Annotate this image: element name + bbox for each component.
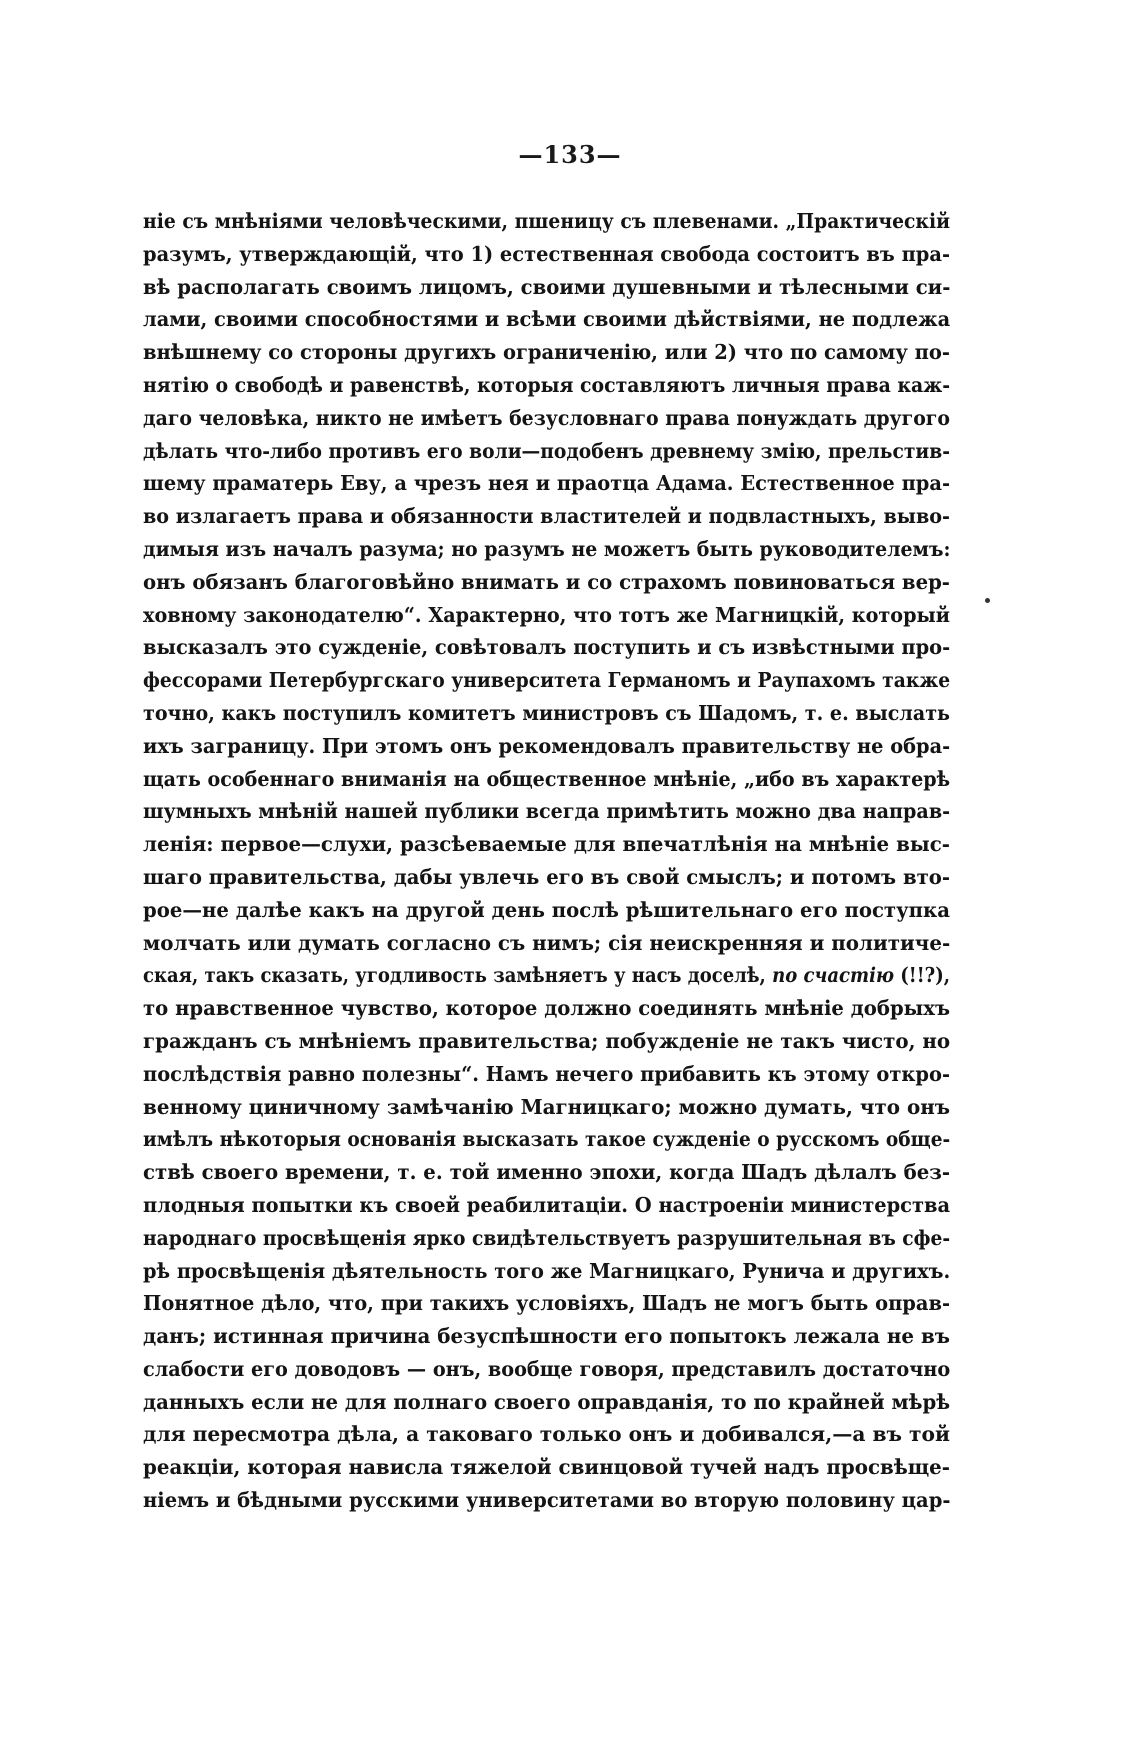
- text-run: данныхъ если не для полнаго своего оправданія, то по крайней мѣрѣ: [143, 1389, 951, 1414]
- text-line: [143, 1451, 950, 1484]
- text-line: [143, 927, 950, 960]
- text-line: [143, 992, 950, 1025]
- text-run: дѣлать что-либо противъ его воли—подобенъ древнему змію, прельстив-: [143, 438, 950, 463]
- text-line: [143, 795, 950, 828]
- text-line: [143, 697, 950, 730]
- text-line: [143, 1353, 950, 1386]
- text-line: [143, 205, 950, 238]
- text-line: [143, 664, 950, 697]
- text-line: [143, 467, 950, 500]
- text-run: ленія: первое—слухи, разсѣеваемые для впечатлѣнія на мнѣніе выс-: [143, 832, 951, 857]
- text-run: даго человѣка, никто не имѣетъ безусловнаго права понуждать другого: [143, 405, 950, 430]
- text-run: нятію о свободѣ и равенствѣ, которыя составляютъ личныя права каж-: [143, 372, 951, 397]
- text-run: ихъ заграницу. При этомъ онъ рекомендовалъ правительству не обра-: [143, 733, 951, 758]
- text-line: [143, 271, 950, 304]
- italic-text: по счастію: [772, 963, 894, 988]
- text-line: [143, 1386, 950, 1419]
- text-line: [143, 1189, 950, 1222]
- text-run: ніемъ и бѣдными русскими университетами во вторую половину цар-: [143, 1488, 951, 1513]
- text-run: данъ; истинная причина безуспѣшности его попытокъ лежала не въ: [143, 1324, 951, 1349]
- page-number: —133—: [518, 140, 622, 169]
- text-line: [143, 238, 950, 271]
- text-run: внѣшнему со стороны другихъ ограниченію, или 2) что по самому по-: [143, 340, 950, 365]
- text-line: [143, 730, 950, 763]
- text-line: [143, 533, 950, 566]
- text-line: [143, 1058, 950, 1091]
- text-line: [143, 1320, 950, 1353]
- text-run: ствѣ своего времени, т. е. той именно эпохи, когда Шадъ дѣлалъ без-: [143, 1160, 950, 1185]
- text-run: димыя изъ началъ разума; но разумъ не можетъ быть руководителемъ:: [143, 536, 951, 561]
- text-line: [143, 894, 950, 927]
- text-run: шему праматерь Еву, а чрезъ нея и праотца Адама. Естественное пра-: [143, 471, 951, 496]
- text-run: реакціи, которая нависла тяжелой свинцовой тучей надъ просвѣще-: [143, 1455, 951, 1480]
- text-run: ховному законодателю“. Характерно, что тотъ же Магницкій, который: [143, 602, 951, 627]
- text-line: [143, 369, 950, 402]
- text-line: [143, 1418, 950, 1451]
- text-run: вѣ располагать своимъ лицомъ, своими душевными и тѣлесными си-: [143, 274, 951, 299]
- text-run: плодныя попытки къ своей реабилитаціи. О настроеніи министерства: [143, 1192, 951, 1217]
- text-line: [143, 631, 950, 664]
- text-run: онъ обязанъ благоговѣйно внимать и со страхомъ повиноваться вер-: [143, 569, 950, 594]
- text-line: [143, 1222, 950, 1255]
- print-speck: [985, 598, 990, 603]
- text-line: [143, 1091, 950, 1124]
- text-run: фессорами Петербургскаго университета Германомъ и Раупахомъ также: [143, 668, 951, 693]
- text-run: ская, такъ сказать, угодливость замѣняетъ у насъ доселѣ,: [143, 963, 773, 988]
- text-run: щать особеннаго вниманія на общественное мнѣніе, „ибо въ характерѣ: [143, 766, 951, 791]
- text-line: [143, 1484, 950, 1517]
- text-run: послѣдствія равно полезны“. Намъ нечего прибавить къ этому откро-: [143, 1061, 951, 1086]
- text-run: во излагаетъ права и обязанности властителей и подвластныхъ, выво-: [143, 504, 951, 529]
- text-run: то нравственное чувство, которое должно соединять мнѣніе добрыхъ: [143, 996, 951, 1021]
- text-run: шаго правительства, дабы увлечь его въ свой смыслъ; и потомъ вто-: [143, 864, 951, 889]
- text-run: рѣ просвѣщенія дѣятельность того же Магницкаго, Рунича и другихъ.: [143, 1258, 951, 1283]
- text-line: [143, 303, 950, 336]
- text-line: [143, 861, 950, 894]
- text-line: [143, 1287, 950, 1320]
- text-line: [143, 828, 950, 861]
- text-line: [143, 959, 950, 992]
- text-line: [143, 599, 950, 632]
- text-run: высказалъ это сужденіе, совѣтовалъ поступить и съ извѣстными про-: [143, 635, 951, 660]
- text-run: слабости его доводовъ — онъ, вообще говоря, представилъ достаточно: [143, 1356, 951, 1381]
- text-run: молчать или думать согласно съ нимъ; сія неискренняя и политиче-: [143, 930, 951, 955]
- text-run: имѣлъ нѣкоторыя основанія высказать такое сужденіе о русскомъ обще-: [143, 1127, 951, 1152]
- text-run: венному циничному замѣчанію Магницкаго; можно думать, что онъ: [143, 1094, 951, 1119]
- text-line: [143, 1156, 950, 1189]
- text-run: шумныхъ мнѣній нашей публики всегда примѣтить можно два направ-: [143, 799, 951, 824]
- text-run: Понятное дѣло, что, при такихъ условіяхъ, Шадъ не могъ быть оправ-: [143, 1291, 951, 1316]
- text-run: для пересмотра дѣла, а таковаго только онъ и добивался,—а въ той: [143, 1422, 950, 1447]
- text-run: точно, какъ поступилъ комитетъ министровъ съ Шадомъ, т. е. выслать: [143, 700, 951, 725]
- text-line: [143, 1123, 950, 1156]
- text-line: [143, 500, 950, 533]
- text-line: [143, 566, 950, 599]
- text-run: народнаго просвѣщенія ярко свидѣтельствуетъ разрушительная въ сфе-: [143, 1225, 951, 1250]
- text-line: [143, 763, 950, 796]
- text-run: лами, своими способностями и всѣми своими дѣйствіями, не подлежа: [143, 307, 951, 332]
- text-run: (!!?),: [893, 963, 951, 988]
- text-run: ніе съ мнѣніями человѣческими, пшеницу съ плевенами. „Практическій: [143, 209, 950, 233]
- text-line: [143, 336, 950, 369]
- text-run: разумъ, утверждающій, что 1) естественная свобода состоитъ въ пра-: [143, 241, 951, 266]
- text-run: рое—не далѣе какъ на другой день послѣ рѣшительнаго его поступка: [143, 897, 950, 922]
- text-line: [143, 402, 950, 435]
- body-text: [143, 205, 950, 1517]
- text-line: [143, 1025, 950, 1058]
- text-line: [143, 1255, 950, 1288]
- text-run: гражданъ съ мнѣніемъ правительства; побужденіе не такъ чисто, но: [143, 1028, 951, 1053]
- text-line: [143, 435, 950, 468]
